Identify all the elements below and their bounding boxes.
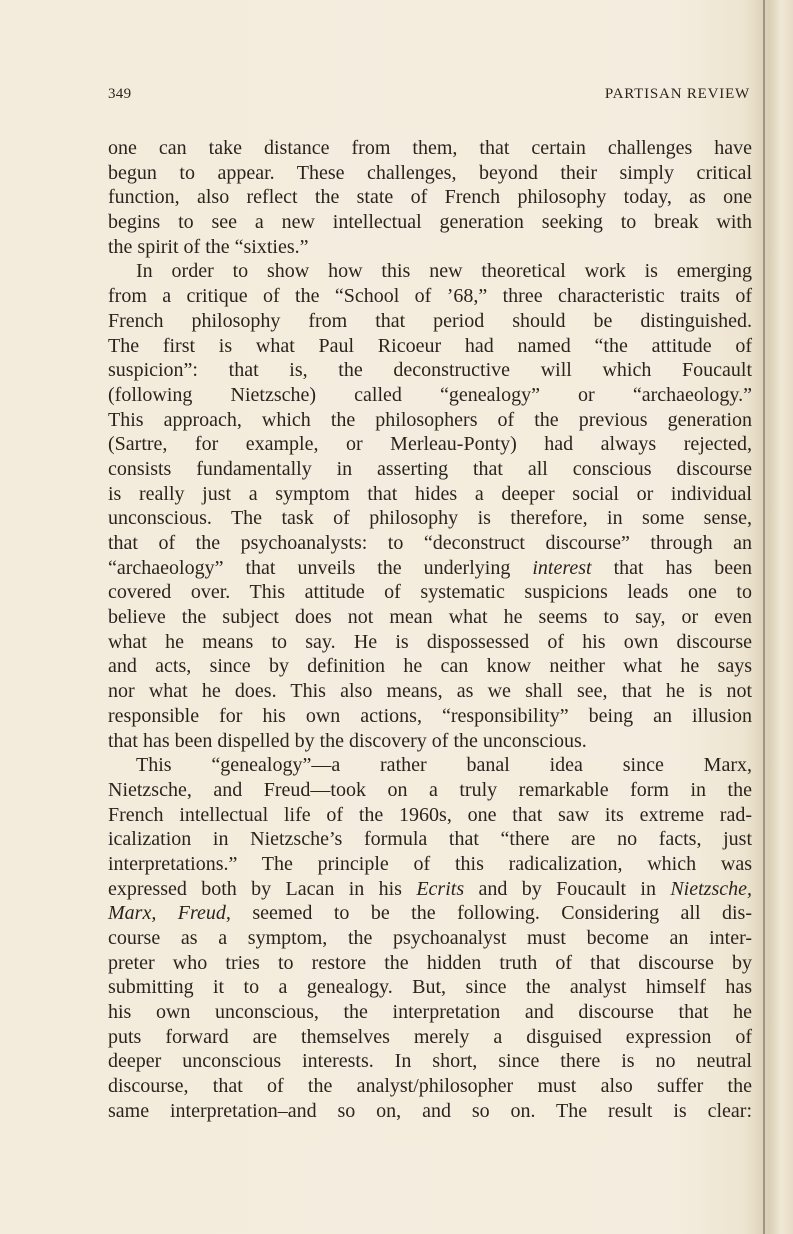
text-line: consists fundamentally in asserting that all conscious discourse [108,457,752,480]
page-edge-shadow [763,0,765,1234]
text-line: and acts, since by definition he can know neither what he says [108,655,752,678]
text-line: submitting it to a genealogy. But, since the analyst himself has [108,976,752,999]
text-line: “archaeology” that unveils the underlying interest that has been [108,556,753,579]
text-line: is really just a symptom that hides a deeper social or individual [108,482,752,505]
text-line: expressed both by Lacan in his Ecrits and by Foucault in Nietzsche, [108,877,752,900]
page-number: 349 [108,86,132,102]
text-line: deeper unconscious interests. In short, since there is no neutral [108,1050,752,1073]
text-line: that has been dispelled by the discovery of the unconscious. [108,729,587,752]
text-line: function, also reflect the state of French philosophy today, as one [108,186,752,209]
text-line: This “genealogy”—a rather banal idea since Marx, [136,754,752,777]
text-line: begun to appear. These challenges, beyond their simply critical [108,161,752,184]
text-line: puts forward are themselves merely a disguised expression of [108,1025,752,1048]
text-line: (following Nietzsche) called “genealogy” or “archaeology.” [108,383,752,406]
text-line: discourse, that of the analyst/philosopher must also suffer the [108,1075,752,1098]
text-line: interpretations.” The principle of this radicalization, which was [108,852,752,875]
paragraph [108,753,752,1123]
text-line: The first is what Paul Ricoeur had named “the attitude of [108,334,752,357]
text-line: preter who tries to restore the hidden truth of that discourse by [108,951,752,974]
text-line: unconscious. The task of philosophy is therefore, in some sense, [108,507,752,530]
text-line: course as a symptom, the psychoanalyst must become an inter- [108,927,752,949]
text-line: Marx, Freud, seemed to be the following. Considering all dis- [108,902,752,925]
text-line: begins to see a new intellectual generation seeking to break with [108,211,752,234]
text-line: what he means to say. He is dispossessed of his own discourse [108,630,752,653]
text-line: same interpretation–and so on, and so on. The result is clear: [108,1099,752,1122]
text-line: icalization in Nietzsche’s formula that “there are no facts, just [108,828,752,851]
text-line: French intellectual life of the 1960s, one that saw its extreme rad- [108,803,752,826]
text-line: responsible for his own actions, “responsibility” being an illusion [108,704,752,727]
text-line: French philosophy from that period should be distinguished. [108,309,752,332]
text-line: the spirit of the “sixties.” [108,235,309,258]
text-line: (Sartre, for example, or Merleau-Ponty) had always rejected, [108,433,752,456]
text-line: from a critique of the “School of ’68,” three characteristic traits of [108,285,752,308]
text-line: his own unconscious, the interpretation and discourse that he [108,1001,752,1024]
running-head: PARTISAN REVIEW [604,86,750,102]
text-line: nor what he does. This also means, as we shall see, that he is not [108,680,752,703]
text-line: believe the subject does not mean what he seems to say, or even [108,606,752,629]
text-line: one can take distance from them, that certain challenges have [108,137,752,159]
text-line: In order to show how this new theoretical work is emerging [136,260,752,283]
text-line: suspicion”: that is, the deconstructive will which Foucault [108,359,752,382]
text-line: This approach, which the philosophers of the previous generation [108,408,752,431]
paragraph [108,136,752,259]
text-line: covered over. This attitude of systematic suspicions leads one to [108,581,752,604]
paragraph [108,259,752,753]
body-text [108,136,752,1124]
text-line: that of the psychoanalysts: to “deconstruct discourse” through an [108,532,752,554]
text-line: Nietzsche, and Freud—took on a truly remarkable form in the [108,778,752,801]
